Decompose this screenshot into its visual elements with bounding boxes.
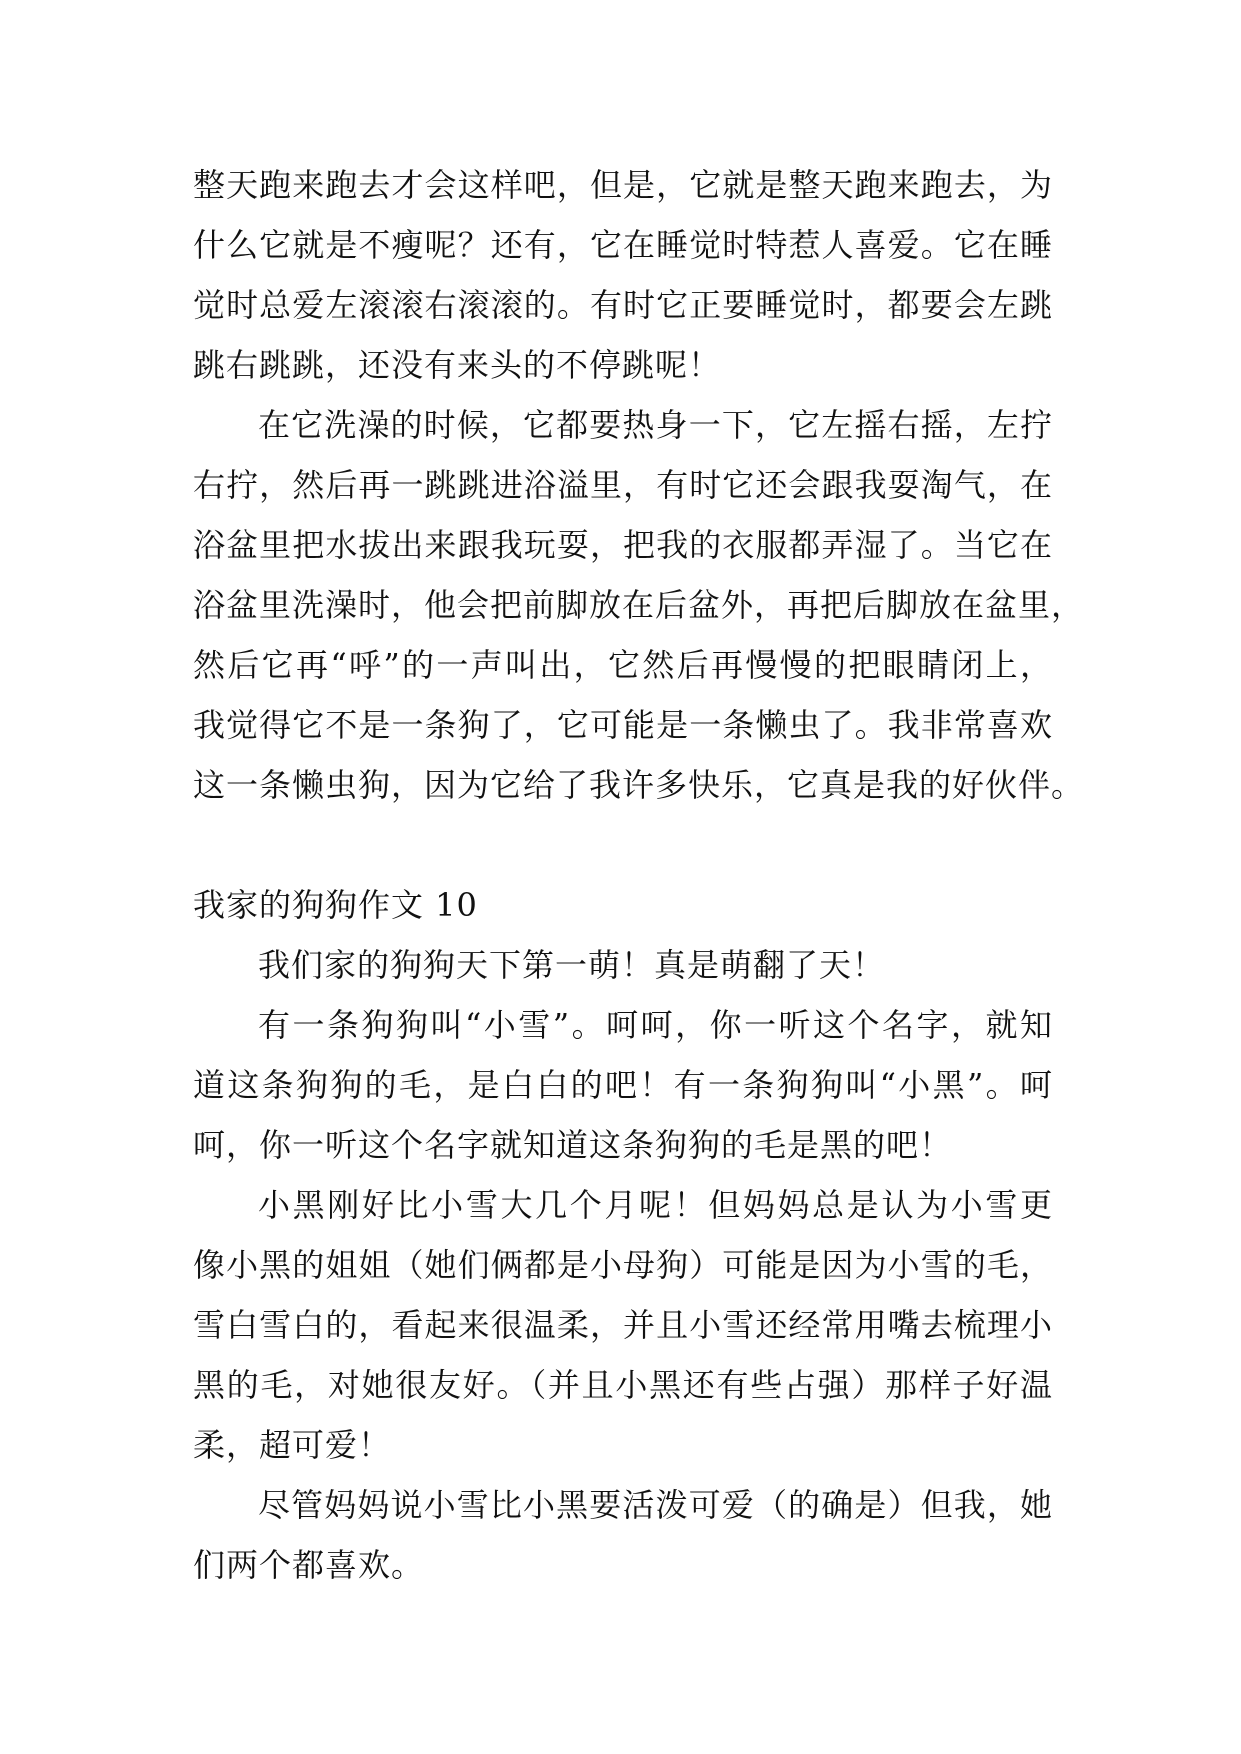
paragraph-line: 我们家的狗狗天下第一萌！真是萌翻了天！: [258, 946, 886, 984]
paragraph-line: 浴盆里把水拔出来跟我玩耍，把我的衣服都弄湿了。当它在: [193, 526, 1053, 564]
paragraph-line: 小黑刚好比小雪大几个月呢！但妈妈总是认为小雪更: [258, 1186, 1053, 1224]
paragraph-line: 尽管妈妈说小雪比小黑要活泼可爱（的确是）但我，她: [258, 1486, 1053, 1524]
paragraph-line: 黑的毛，对她很友好。（并且小黑还有些占强）那样子好温: [193, 1366, 1053, 1404]
paragraph-line: 柔，超可爱！: [193, 1426, 392, 1464]
paragraph-line: 然后它再“呼”的一声叫出，它然后再慢慢的把眼睛闭上，: [193, 646, 1053, 684]
paragraph-line: 觉时总爱左滚滚右滚滚的。有时它正要睡觉时，都要会左跳: [193, 286, 1053, 324]
paragraph-line: 道这条狗狗的毛，是白白的吧！有一条狗狗叫“小黑”。呵: [193, 1066, 1053, 1104]
section-heading: 我家的狗狗作文 10: [193, 886, 478, 924]
paragraph-line: 在它洗澡的时候，它都要热身一下，它左摇右摇，左拧: [258, 406, 1053, 444]
paragraph-line: 像小黑的姐姐（她们俩都是小母狗）可能是因为小雪的毛，: [193, 1246, 1053, 1284]
paragraph-line: 们两个都喜欢。: [193, 1546, 425, 1584]
paragraph-line: 右拧，然后再一跳跳进浴溢里，有时它还会跟我耍淘气，在: [193, 466, 1053, 504]
paragraph-line: 跳右跳跳，还没有来头的不停跳呢！: [193, 346, 722, 384]
paragraph-line: 我觉得它不是一条狗了，它可能是一条懒虫了。我非常喜欢: [193, 706, 1053, 744]
paragraph-line: 浴盆里洗澡时，他会把前脚放在后盆外，再把后脚放在盆里，: [193, 586, 1085, 624]
paragraph-line: 雪白雪白的，看起来很温柔，并且小雪还经常用嘴去梳理小: [193, 1306, 1053, 1344]
paragraph-line: 这一条懒虫狗，因为它给了我许多快乐，它真是我的好伙伴。: [193, 766, 1085, 804]
paragraph-line: 有一条狗狗叫“小雪”。呵呵，你一听这个名字，就知: [258, 1006, 1053, 1044]
paragraph-line: 呵，你一听这个名字就知道这条狗狗的毛是黑的吧！: [193, 1126, 953, 1164]
paragraph-line: 整天跑来跑去才会这样吧，但是，它就是整天跑来跑去，为: [193, 166, 1053, 204]
paragraph-line: 什么它就是不瘦呢？还有，它在睡觉时特惹人喜爱。它在睡: [193, 226, 1053, 264]
